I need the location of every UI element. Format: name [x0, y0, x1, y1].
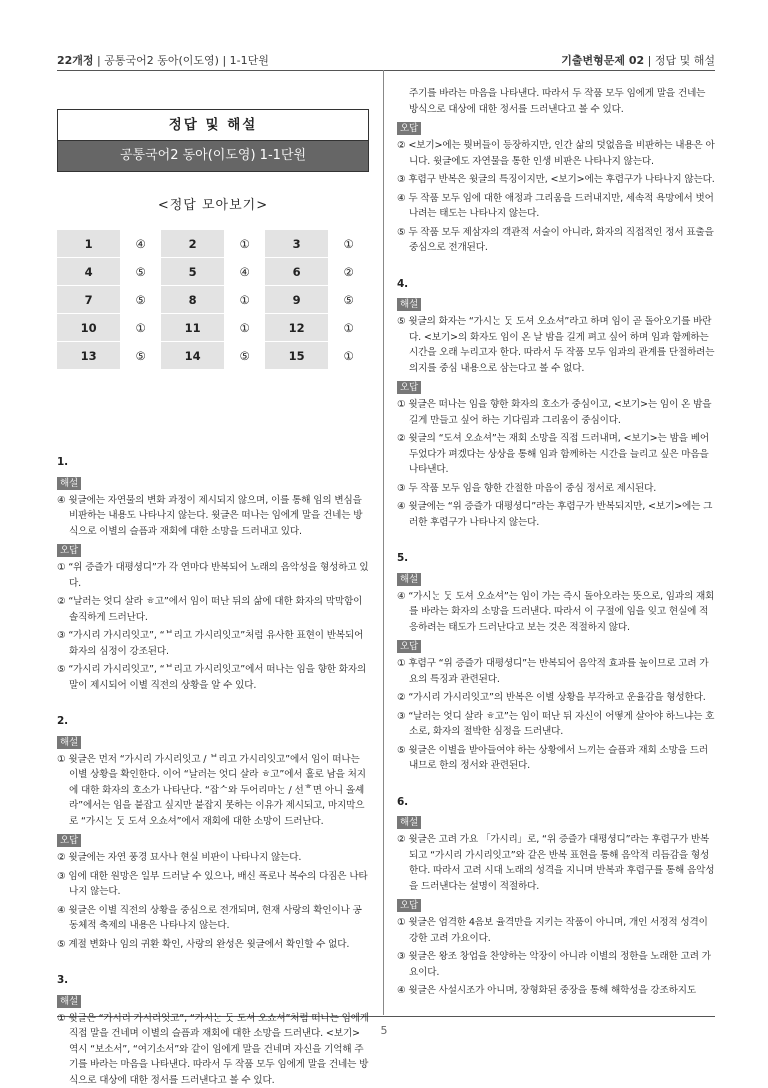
explanation-text-continued: 주기를 바라는 마음을 나타낸다. 따라서 두 작품 모두 임에게 말을 건네는 방식으로 대상에 대한 정서를 드러낸다고 볼 수 있다.: [409, 88, 706, 115]
wrong-answer-item: ② <보기>에는 뭣버들이 등장하지만, 인간 삶의 덧없음을 비판하는 내용은 아니다. 윗글에도 자연물을 통한 인생 비판은 나타나지 않는다.: [397, 140, 715, 167]
wrong-answer-item: ② 윗글에는 자연 풍경 묘사나 현실 비판이 나타나지 않는다.: [57, 852, 302, 863]
wrong-answer-tag: 오답: [397, 899, 421, 912]
question-number: 11: [161, 314, 224, 342]
page-title: 정답 및 해설: [57, 109, 369, 141]
wrong-answer-item: ③ “날러는 엇디 살라 ㅎ고”는 임이 떠난 뒤 자신이 어떻게 살아야 하느냐는 호소로, 화자의 절박한 심정을 드러낸다.: [397, 710, 715, 737]
explanation-text: ④ “가시ᄂᆞᆫ ᄃᆞᆺ 도셔 오쇼셔”는 임이 가는 즉시 돌아오라는 뜻으로, 임과의 재회를 바라는 화자의 소망을 드러낸다. 따라서 이 구절에 임을 잊고 현실에 적응하려는 태도가 드러난다고 보는 것은 적절하지 않다.: [397, 590, 715, 633]
wrong-answer-item: ③ 후렴구 반복은 윗글의 특징이지만, <보기>에는 후렴구가 나타나지 않는다.: [397, 174, 715, 185]
header-section-info: [561, 52, 715, 68]
answer-value: ①: [224, 230, 265, 258]
wrong-answer-item: ② “날러는 엇디 살라 ㅎ고”에서 임이 떠난 뒤의 삶에 대한 화자의 막막함이 솔직하게 드러난다.: [57, 596, 363, 623]
question-3-number: 3.: [57, 974, 68, 986]
wrong-answer-item: ③ 임에 대한 원망은 일부 드러날 수 있으나, 배신 폭로나 복수의 다짐은 나타나지 않는다.: [57, 870, 368, 897]
question-number: 13: [57, 342, 120, 370]
question-number: 4: [57, 258, 120, 286]
answer-value: ⑤: [224, 342, 265, 370]
table-row: [57, 286, 369, 314]
header-exam-title: 기출변형문제 02: [561, 54, 645, 67]
question-4-number: 4.: [397, 277, 408, 290]
answer-table: [57, 230, 369, 369]
header-course-info: [57, 52, 269, 68]
question-number: 5: [161, 258, 224, 286]
wrong-answer-item: ② 윗글의 “도셔 오쇼셔”는 재회 소망을 직접 드러내며, <보기>는 밤을 베어 두었다가 펴겠다는 상상을 통해 임과 함께하는 시간을 늘리고 싶은 마음을 나타낸다.: [397, 433, 709, 475]
header-edition: 22개정: [57, 54, 94, 67]
table-row: [57, 314, 369, 342]
explanation-tag: 해설: [57, 995, 81, 1008]
answer-value: ①: [224, 314, 265, 342]
wrong-answer-item: ① 윗글은 엄격한 4음보 율격만을 지키는 작품이 아니며, 개인 서정적 성격이 강한 고려 가요이다.: [397, 917, 708, 944]
wrong-answer-tag: 오답: [397, 640, 421, 653]
right-column: [397, 86, 715, 1002]
answer-value: ②: [328, 258, 369, 286]
wrong-answer-item: ④ 두 작품 모두 임에 대한 애정과 그리움을 드러내지만, 세속적 욕망에서 벗어나려는 태도는 나타나지 않는다.: [397, 192, 714, 219]
page-header: [57, 46, 715, 68]
question-number: 8: [161, 286, 224, 314]
wrong-answer-item: ⑤ “가시리 가시리잇고”, “ᄇ리고 가시리잇고”에서 떠나는 임을 향한 화자의 말이 제시되어 이별 직전의 상황을 알 수 있다.: [57, 664, 367, 691]
answer-value: ①: [120, 314, 161, 342]
answer-value: ④: [120, 230, 161, 258]
explanation-text: ② 윗글은 고려 가요 「가시리」로, “위 증즐가 대평셩디”라는 후렴구가 반복되고 “가시리 가시리잇고”와 같은 반복 표현을 통해 음악적 리듬감을 형성한다. 따라서 고려 시대 노래의 성격을 지니며 반복과 후렴구를 통해 음악성을 드러낸다는 설명이 적절하다.: [397, 834, 715, 892]
answer-overview-title: <정답 모아보기>: [157, 198, 269, 213]
wrong-answer-item: ① “위 증즐가 대평셩디”가 각 연마다 반복되어 노래의 음악성을 형성하고 있다.: [57, 562, 369, 589]
wrong-answer-item: ① 윗글은 떠나는 임을 향한 화자의 호소가 중심이고, <보기>는 임이 온 밤을 길게 만들고 싶어 하는 기다림과 그리움이 중심이다.: [397, 399, 712, 426]
wrong-answer-item: ③ “가시리 가시리잇고”, “ᄇ리고 가시리잇고”처럼 유사한 표현이 반복되어 화자의 심정이 강조된다.: [57, 630, 364, 657]
column-divider: [383, 70, 384, 1015]
explanation-text: ④ 윗글에는 자연물의 변화 과정이 제시되지 않으며, 이를 통해 임의 변심을 비판하는 내용도 나타나지 않는다. 윗글은 떠나는 임에게 말을 건네는 방식으로 이별의 슬픔과 재회에 대한 소망을 드러내고 있다.: [57, 494, 363, 537]
question-number: 14: [161, 342, 224, 370]
explanation-tag: 해설: [397, 298, 421, 311]
question-number: 3: [265, 230, 328, 258]
wrong-answer-tag: 오답: [57, 834, 81, 847]
page-number: 5: [380, 1024, 388, 1037]
wrong-answer-tag: 오답: [397, 381, 421, 394]
question-number: 15: [265, 342, 328, 370]
wrong-answer-item: ④ 윗글에는 “위 증즐가 대평셩디”라는 후렴구가 반복되지만, <보기>에는 그러한 후렴구가 나타나지 않는다.: [397, 501, 713, 528]
answer-value: ①: [224, 286, 265, 314]
explanation-tag: 해설: [397, 573, 421, 586]
answer-value: ⑤: [120, 258, 161, 286]
question-2-number: 2.: [57, 715, 68, 727]
explanation-text: ① 윗글은 먼저 “가시리 가시리잇고 / ᄇ리고 가시리잇고”에서 임이 떠나는 이별 상황을 확인한다. 이어 “날러는 엇디 살라 ㅎ고”에서 홀로 남을 처지에 대한 화자의 호소가 나타난다. “잡ᄉ와 두어리마ᄂᆞᆫ / 선ᄒ면 아니 올셰라”에서는 임을 붙잡고 싶지만 붙잡지 못하는 이유가 제시되고, 마지막으로 “가시ᄂᆞᆫ ᄃᆞᆺ 도셔 오쇼셔”에서 재회에 대한 소망이 드러난다.: [57, 753, 366, 827]
question-number: 1: [57, 230, 120, 258]
wrong-answer-item: ④ 윗글은 사설시조가 아니며, 장형화된 중장을 통해 해학성을 강조하지도: [397, 985, 696, 996]
question-number: 7: [57, 286, 120, 314]
wrong-answer-item: ③ 윗글은 왕조 창업을 찬양하는 악장이 아니라 이별의 정한을 노래한 고려 가요이다.: [397, 951, 711, 978]
wrong-answer-item: ⑤ 두 작품 모두 제삼자의 객관적 서술이 아니라, 화자의 직접적인 정서 표출을 중심으로 전개된다.: [397, 226, 714, 253]
wrong-answer-item: ⑤ 윗글은 이별을 받아들여야 하는 상황에서 느끼는 슬픔과 재회 소망을 드러내므로 한의 정서와 관련된다.: [397, 744, 708, 771]
wrong-answer-item: ⑤ 계절 변화나 임의 귀환 확인, 사랑의 완성은 윗글에서 확인할 수 없다.: [57, 938, 350, 950]
table-row: [57, 230, 369, 258]
wrong-answer-item: ① 후렴구 “위 증즐가 대평셩디”는 반복되어 음악적 효과를 높이므로 고려 가요의 특징과 관련된다.: [397, 658, 709, 685]
page-subtitle: 공통국어2 동아(이도영) 1-1단원: [57, 141, 369, 172]
question-number: 6: [265, 258, 328, 286]
answer-value: ⑤: [328, 286, 369, 314]
question-5-number: 5.: [397, 552, 408, 564]
answer-value: ①: [328, 342, 369, 370]
explanation-tag: 해설: [397, 816, 421, 829]
answer-value: ①: [328, 230, 369, 258]
answer-value: ⑤: [120, 342, 161, 370]
table-row: [57, 342, 369, 370]
title-box: [57, 109, 369, 172]
question-1-number: 1.: [57, 456, 68, 468]
wrong-answer-item: ② “가시리 가시리잇고”의 반복은 이별 상황을 부각하고 운율감을 형성한다.: [397, 692, 706, 703]
wrong-answer-item: ③ 두 작품 모두 임을 향한 간절한 마음이 중심 정서로 제시된다.: [397, 482, 657, 494]
table-row: [57, 258, 369, 286]
question-number: 2: [161, 230, 224, 258]
header-answer-label: | 정답 및 해설: [644, 54, 715, 67]
left-column: [57, 455, 370, 1086]
question-number: 12: [265, 314, 328, 342]
header-divider: [57, 70, 715, 71]
answer-value: ①: [328, 314, 369, 342]
answer-value: ⑤: [120, 286, 161, 314]
answer-value: ④: [224, 258, 265, 286]
explanation-tag: 해설: [57, 477, 81, 490]
explanation-tag: 해설: [57, 736, 81, 749]
explanation-text-part1: ① 윗글은 “가시리 가시리잇고”, “가시ᄂᆞᆫ ᄃᆞᆺ 도셔 오쇼셔”처럼 떠나는 임에게 직접 말을 건네며 이별의 슬픔과 재회에 대한 소망을 드러낸다. <보기> 역시 “보소서”, “여기소서”와 같이 임에게 말을 건네며 자신을 기억해 주기를 바라는 마음을 나타낸다. 따라서 두 작품 모두 임에게 말을 건네는 방식으로 대상에 대한 정서를 드러낸다고 볼 수 있다.: [57, 1012, 370, 1086]
question-number: 10: [57, 314, 120, 342]
question-number: 9: [265, 286, 328, 314]
wrong-answer-tag: 오답: [397, 122, 421, 135]
explanation-text: ⑤ 윗글의 화자는 “가시ᄂᆞᆫ ᄃᆞᆺ 도셔 오쇼셔”라고 하며 임이 곧 돌아오기를 바란다. <보기>의 화자도 임이 온 날 밤을 길게 펴고 싶어 하며 임과 함께하는 시간을 오래 누리고자 한다. 따라서 두 작품 모두 임과의 관계를 단절하려는 의지를 중심 내용으로 삼는다고 볼 수 없다.: [397, 316, 715, 374]
wrong-answer-item: ④ 윗글은 이별 직전의 상황을 중심으로 전개되며, 현재 사랑의 확인이나 공동체적 축제의 내용은 나타나지 않는다.: [57, 904, 362, 931]
header-course: | 공통국어2 동아(이도영) | 1-1단원: [93, 54, 269, 67]
question-6-number: 6.: [397, 795, 408, 808]
wrong-answer-tag: 오답: [57, 544, 81, 557]
